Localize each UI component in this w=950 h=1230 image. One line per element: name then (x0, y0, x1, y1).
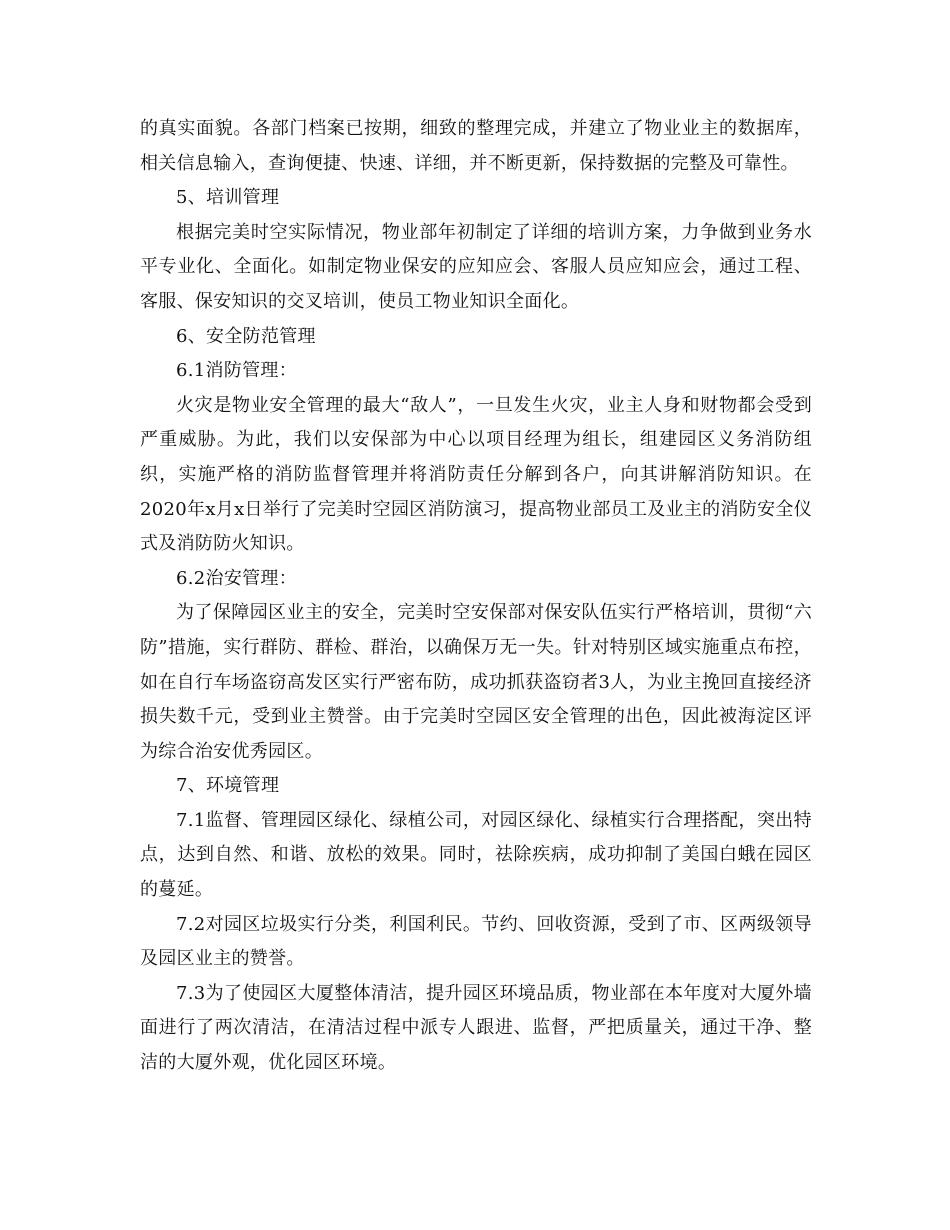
document-page (140, 112, 812, 1081)
paragraph-fire: 火灾是物业安全管理的最大“敌人”，一旦发生火灾，业主人身和财物都会受到严重威胁。为此，我们以安保部为中心以项目经理为组长，组建园区义务消防组织，实施严格的消防监督管理并将消防责任分解到各户，向其讲解消防知识。在2020年x月x日举行了完美时空园区消防演习，提高物业部员工及业主的消防安全仪式及消防防火知识。 (140, 394, 812, 555)
paragraph-training: 根据完美时空实际情况，物业部年初制定了详细的培训方案，力争做到业务水平专业化、全面化。如制定物业保安的应知应会、客服人员应知应会，通过工程、客服、保安知识的交叉培训，使员工物业知识全面化。 (140, 221, 812, 312)
paragraph-records-continued: 的真实面貌。各部门档案已按期，细致的整理完成，并建立了物业业主的数据库，相关信息输入，查询便捷、快速、详细，并不断更新，保持数据的完整及可靠性。 (140, 118, 812, 174)
section-heading-security: 6、安全防范管理 (176, 325, 316, 347)
section-heading-environment: 7、环境管理 (176, 775, 280, 797)
subsection-heading-fire: 6.1消防管理： (176, 360, 298, 382)
paragraph-environment-2: 7.2对园区垃圾实行分类，利国利民。节约、回收资源，受到了市、区两级领导及园区业主的赞誉。 (140, 913, 812, 970)
paragraph-environment-1: 7.1监督、管理园区绿化、绿植公司，对园区绿化、绿植实行合理搭配，突出特点，达到自然、和谐、放松的效果。同时，祛除疾病，成功抑制了美国白蛾在园区的蔓延。 (140, 809, 812, 901)
subsection-heading-public-order: 6.2治安管理： (176, 567, 298, 589)
paragraph-environment-3: 7.3为了使园区大厦整体清洁，提升园区环境品质，物业部在本年度对大厦外墙面进行了两次清洁，在清洁过程中派专人跟进、监督，严把质量关，通过干净、整洁的大厦外观，优化园区环境。 (140, 982, 812, 1074)
paragraph-public-order: 为了保障园区业主的安全，完美时空安保部对保安队伍实行严格培训，贯彻“六防”措施，实行群防、群检、群治，以确保万无一失。针对特别区域实施重点布控，如在自行车场盗窃高发区实行严密布防，成功抓获盗窃者3人，为业主挽回直接经济损失数千元，受到业主赞誉。由于完美时空园区安全管理的出色，因此被海淀区评为综合治安优秀园区。 (140, 602, 812, 762)
section-heading-training: 5、培训管理 (176, 187, 280, 209)
